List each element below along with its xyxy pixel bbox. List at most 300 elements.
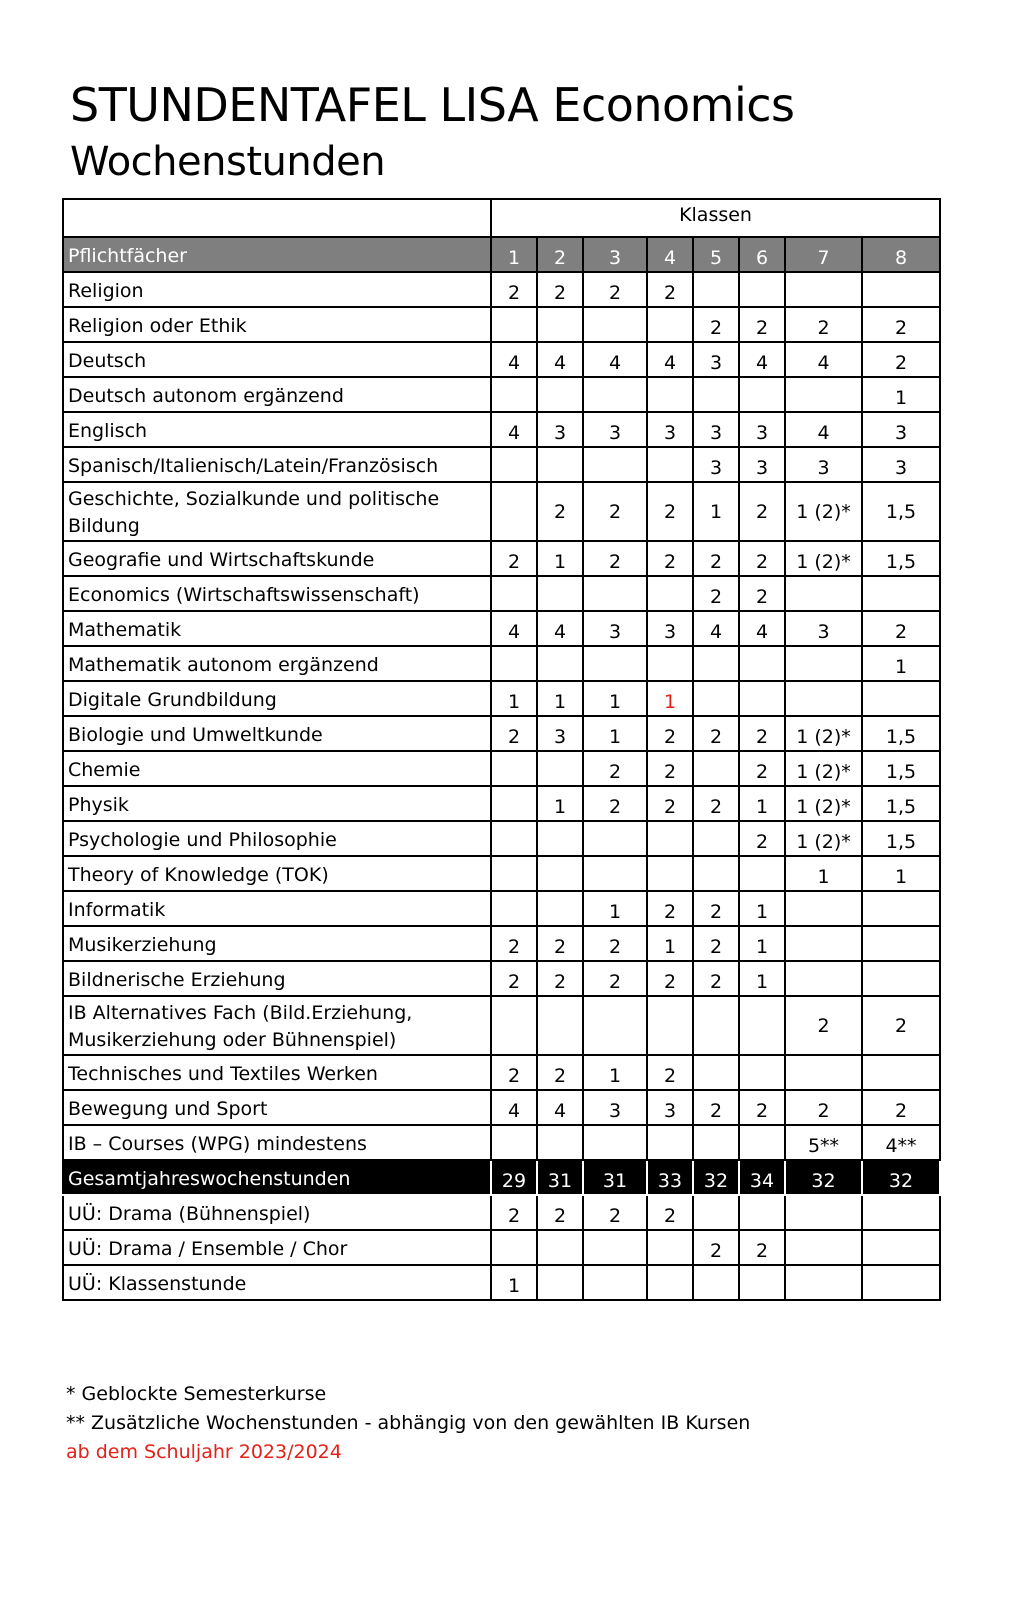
hours-cell: 3 [693, 412, 739, 447]
hours-cell: 3 [693, 447, 739, 482]
hours-cell: 3 [537, 412, 583, 447]
class-column-header: 2 [537, 237, 583, 272]
hours-cell [785, 1265, 862, 1300]
hours-cell [537, 751, 583, 786]
hours-cell [491, 1230, 537, 1265]
hours-cell: 4 [785, 412, 862, 447]
subject-label: Theory of Knowledge (TOK) [63, 856, 491, 891]
table-row [63, 926, 940, 961]
hours-cell: 1 (2)* [785, 541, 862, 576]
hours-cell [537, 377, 583, 412]
hours-cell: 2 [537, 1055, 583, 1090]
pflichtfaecher-header-row [63, 237, 940, 272]
hours-cell: 1,5 [862, 482, 940, 541]
hours-cell: 4 [491, 1090, 537, 1125]
hours-cell: 1 [537, 541, 583, 576]
subject-label: Chemie [63, 751, 491, 786]
hours-cell: 1 (2)* [785, 821, 862, 856]
hours-cell [647, 1125, 693, 1160]
hours-cell [583, 447, 647, 482]
hours-cell: 3 [785, 447, 862, 482]
hours-cell [491, 646, 537, 681]
hours-cell: 1 [785, 856, 862, 891]
table-row [63, 891, 940, 926]
hours-cell: 2 [647, 1195, 693, 1230]
hours-cell: 2 [583, 1195, 647, 1230]
subject-label: Musikerziehung [63, 926, 491, 961]
hours-cell: 3 [583, 1090, 647, 1125]
hours-cell [537, 1125, 583, 1160]
hours-cell: 4 [491, 412, 537, 447]
hours-cell: 4** [862, 1125, 940, 1160]
hours-cell: 3 [739, 447, 785, 482]
table-row [63, 377, 940, 412]
hours-cell: 1 [862, 856, 940, 891]
hours-cell: 1 [739, 786, 785, 821]
hours-cell [785, 576, 862, 611]
hours-cell: 2 [537, 926, 583, 961]
hours-cell: 2 [739, 751, 785, 786]
subject-label: Deutsch autonom ergänzend [63, 377, 491, 412]
class-column-header: 5 [693, 237, 739, 272]
hours-cell: 2 [693, 786, 739, 821]
hours-cell: 2 [739, 482, 785, 541]
hours-cell [491, 856, 537, 891]
hours-cell: 32 [693, 1160, 739, 1195]
hours-cell [693, 1055, 739, 1090]
hours-cell [739, 681, 785, 716]
hours-cell: 2 [583, 961, 647, 996]
table-row [63, 681, 940, 716]
hours-cell [647, 377, 693, 412]
pflichtfaecher-label: Pflichtfächer [63, 237, 491, 272]
hours-cell: 3 [862, 412, 940, 447]
hours-cell: 34 [739, 1160, 785, 1195]
hours-cell [647, 646, 693, 681]
hours-cell: 1,5 [862, 786, 940, 821]
hours-cell [583, 576, 647, 611]
klassen-header-row [63, 199, 940, 237]
hours-cell: 2 [693, 891, 739, 926]
hours-cell [491, 447, 537, 482]
page-title: STUNDENTAFEL LISA Economics [70, 78, 795, 132]
hours-cell: 2 [583, 786, 647, 821]
hours-cell: 3 [583, 611, 647, 646]
hours-cell: 1 [583, 716, 647, 751]
hours-cell [693, 646, 739, 681]
hours-cell: 2 [862, 996, 940, 1055]
hours-cell [647, 996, 693, 1055]
table-row [63, 1265, 940, 1300]
hours-cell [647, 307, 693, 342]
total-label: Gesamtjahreswochenstunden [63, 1160, 491, 1195]
hours-cell [739, 1055, 785, 1090]
subject-label: Psychologie und Philosophie [63, 821, 491, 856]
hours-cell: 3 [739, 412, 785, 447]
hours-cell: 2 [491, 1055, 537, 1090]
footnote-additional: ** Zusätzliche Wochenstunden - abhängig von den gewählten IB Kursen [66, 1412, 751, 1434]
hours-cell [862, 1195, 940, 1230]
subject-label: Physik [63, 786, 491, 821]
subject-label: UÜ: Drama / Ensemble / Chor [63, 1230, 491, 1265]
class-column-header: 1 [491, 237, 537, 272]
hours-cell: 1,5 [862, 751, 940, 786]
subject-label: Spanisch/Italienisch/Latein/Französisch [63, 447, 491, 482]
hours-cell [491, 307, 537, 342]
hours-cell: 31 [583, 1160, 647, 1195]
hours-cell: 4 [739, 611, 785, 646]
subject-label: IB Alternatives Fach (Bild.Erziehung, Musikerziehung oder Bühnenspiel) [63, 996, 491, 1055]
hours-cell: 2 [647, 716, 693, 751]
hours-cell [491, 1125, 537, 1160]
hours-cell: 1,5 [862, 716, 940, 751]
hours-cell: 4 [739, 342, 785, 377]
hours-cell [739, 856, 785, 891]
hours-cell: 2 [693, 576, 739, 611]
hours-cell [785, 961, 862, 996]
hours-cell: 2 [739, 821, 785, 856]
hours-cell: 2 [647, 541, 693, 576]
hours-cell: 32 [862, 1160, 940, 1195]
table-row [63, 1195, 940, 1230]
hours-cell: 1 [862, 377, 940, 412]
subject-label: Technisches und Textiles Werken [63, 1055, 491, 1090]
hours-cell [693, 272, 739, 307]
hours-cell: 2 [862, 342, 940, 377]
hours-cell [537, 646, 583, 681]
subject-label: Informatik [63, 891, 491, 926]
hours-cell [491, 482, 537, 541]
class-column-header: 6 [739, 237, 785, 272]
table-row [63, 1230, 940, 1265]
hours-cell: 2 [693, 716, 739, 751]
hours-cell [583, 377, 647, 412]
hours-cell: 2 [647, 272, 693, 307]
hours-cell [862, 576, 940, 611]
hours-cell: 2 [862, 1090, 940, 1125]
hours-cell [785, 681, 862, 716]
hours-cell [693, 821, 739, 856]
hours-cell [583, 856, 647, 891]
stundentafel-table [62, 198, 941, 1301]
subject-label: Deutsch [63, 342, 491, 377]
hours-cell: 2 [862, 611, 940, 646]
hours-cell: 4 [491, 342, 537, 377]
hours-cell [693, 996, 739, 1055]
hours-cell: 1 [583, 1055, 647, 1090]
hours-cell [583, 996, 647, 1055]
hours-cell: 2 [739, 541, 785, 576]
hours-cell [583, 646, 647, 681]
hours-cell [862, 1055, 940, 1090]
hours-cell: 1 [537, 681, 583, 716]
hours-cell: 2 [647, 482, 693, 541]
hours-cell: 3 [537, 716, 583, 751]
hours-cell: 2 [693, 541, 739, 576]
hours-cell [491, 576, 537, 611]
hours-cell: 2 [491, 272, 537, 307]
hours-cell: 3 [647, 611, 693, 646]
hours-cell [862, 1230, 940, 1265]
hours-cell [785, 926, 862, 961]
hours-cell: 3 [583, 412, 647, 447]
subject-label: Economics (Wirtschaftswissenschaft) [63, 576, 491, 611]
table-row [63, 412, 940, 447]
hours-cell [647, 856, 693, 891]
hours-cell [647, 1265, 693, 1300]
hours-cell: 1 [739, 891, 785, 926]
hours-cell [537, 1230, 583, 1265]
hours-cell [693, 377, 739, 412]
table-row [63, 342, 940, 377]
hours-cell: 2 [785, 996, 862, 1055]
hours-cell [583, 821, 647, 856]
hours-cell: 5** [785, 1125, 862, 1160]
hours-cell: 4 [583, 342, 647, 377]
hours-cell: 2 [583, 541, 647, 576]
hours-cell: 4 [693, 611, 739, 646]
hours-cell [537, 891, 583, 926]
table-row [63, 1055, 940, 1090]
hours-cell [693, 856, 739, 891]
table-row [63, 716, 940, 751]
hours-cell: 3 [862, 447, 940, 482]
table-row [63, 961, 940, 996]
table-row [63, 996, 940, 1055]
subject-label: IB – Courses (WPG) mindestens [63, 1125, 491, 1160]
hours-cell [785, 646, 862, 681]
hours-cell: 2 [739, 1090, 785, 1125]
hours-cell: 2 [862, 307, 940, 342]
hours-cell [739, 646, 785, 681]
table-row [63, 786, 940, 821]
hours-cell: 3 [647, 412, 693, 447]
hours-cell [491, 377, 537, 412]
hours-cell [537, 821, 583, 856]
table-row [63, 576, 940, 611]
hours-cell [785, 272, 862, 307]
subject-label: UÜ: Klassenstunde [63, 1265, 491, 1300]
hours-cell: 1 [862, 646, 940, 681]
hours-cell: 1 [739, 961, 785, 996]
subject-label: Mathematik [63, 611, 491, 646]
subject-label: Digitale Grundbildung [63, 681, 491, 716]
table-row [63, 856, 940, 891]
hours-cell [693, 1195, 739, 1230]
subject-label: Geschichte, Sozialkunde und politische Bildung [63, 482, 491, 541]
subject-label: Mathematik autonom ergänzend [63, 646, 491, 681]
page-subtitle: Wochenstunden [70, 139, 386, 185]
subject-label: Religion [63, 272, 491, 307]
table-row [63, 611, 940, 646]
hours-cell [693, 751, 739, 786]
hours-cell [537, 576, 583, 611]
hours-cell: 2 [491, 541, 537, 576]
blank-cell [63, 199, 491, 237]
hours-cell [739, 272, 785, 307]
hours-cell: 2 [739, 1230, 785, 1265]
subject-label: Englisch [63, 412, 491, 447]
hours-cell [583, 1125, 647, 1160]
class-column-header: 8 [862, 237, 940, 272]
hours-cell [537, 1265, 583, 1300]
hours-cell [862, 891, 940, 926]
subject-label: UÜ: Drama (Bühnenspiel) [63, 1195, 491, 1230]
hours-cell: 2 [785, 1090, 862, 1125]
hours-cell: 2 [693, 1230, 739, 1265]
hours-cell [491, 786, 537, 821]
hours-cell: 1,5 [862, 541, 940, 576]
footnote-school-year: ab dem Schuljahr 2023/2024 [66, 1441, 342, 1463]
hours-cell [693, 681, 739, 716]
hours-cell: 1 (2)* [785, 786, 862, 821]
hours-cell [537, 447, 583, 482]
hours-cell [739, 1125, 785, 1160]
hours-cell [537, 996, 583, 1055]
footnotes [66, 1380, 750, 1467]
hours-cell: 1 [537, 786, 583, 821]
hours-cell [862, 961, 940, 996]
subject-label: Bewegung und Sport [63, 1090, 491, 1125]
hours-cell [785, 1230, 862, 1265]
total-row [63, 1160, 940, 1195]
table-row [63, 307, 940, 342]
hours-cell: 2 [647, 1055, 693, 1090]
hours-cell: 2 [491, 716, 537, 751]
hours-cell [491, 891, 537, 926]
hours-cell: 2 [693, 307, 739, 342]
hours-cell: 2 [647, 786, 693, 821]
hours-cell: 4 [491, 611, 537, 646]
hours-cell: 1 [647, 926, 693, 961]
hours-cell [693, 1265, 739, 1300]
hours-cell: 2 [491, 961, 537, 996]
subject-label: Geografie und Wirtschaftskunde [63, 541, 491, 576]
hours-cell: 1,5 [862, 821, 940, 856]
hours-cell: 2 [739, 307, 785, 342]
hours-cell: 1 (2)* [785, 751, 862, 786]
hours-cell: 2 [537, 961, 583, 996]
hours-cell: 2 [537, 482, 583, 541]
table-row [63, 1125, 940, 1160]
hours-cell [739, 1265, 785, 1300]
hours-cell [862, 926, 940, 961]
class-column-header: 7 [785, 237, 862, 272]
hours-cell: 1 [491, 1265, 537, 1300]
hours-cell [491, 996, 537, 1055]
hours-cell: 2 [537, 1195, 583, 1230]
hours-cell: 1 (2)* [785, 716, 862, 751]
hours-cell: 1 (2)* [785, 482, 862, 541]
hours-cell: 4 [537, 342, 583, 377]
hours-cell: 2 [693, 961, 739, 996]
hours-cell: 3 [785, 611, 862, 646]
hours-cell: 1 [647, 681, 693, 716]
table-row [63, 1090, 940, 1125]
hours-cell [862, 681, 940, 716]
hours-cell [583, 307, 647, 342]
hours-cell: 32 [785, 1160, 862, 1195]
table-row [63, 821, 940, 856]
hours-cell: 2 [739, 716, 785, 751]
subject-label: Religion oder Ethik [63, 307, 491, 342]
class-column-header: 4 [647, 237, 693, 272]
hours-cell: 2 [491, 1195, 537, 1230]
hours-cell [785, 1055, 862, 1090]
hours-cell: 2 [491, 926, 537, 961]
hours-cell [785, 1195, 862, 1230]
hours-cell: 4 [537, 611, 583, 646]
hours-cell [693, 1125, 739, 1160]
table-row [63, 541, 940, 576]
hours-cell: 3 [647, 1090, 693, 1125]
hours-cell [862, 272, 940, 307]
hours-cell [862, 1265, 940, 1300]
table-row [63, 482, 940, 541]
hours-cell: 2 [785, 307, 862, 342]
hours-cell [537, 307, 583, 342]
hours-cell [739, 1195, 785, 1230]
footnote-blocked: * Geblockte Semesterkurse [66, 1383, 327, 1405]
table-row [63, 272, 940, 307]
hours-cell [583, 1230, 647, 1265]
hours-cell [647, 447, 693, 482]
table-row [63, 447, 940, 482]
hours-cell: 1 [739, 926, 785, 961]
hours-cell [647, 576, 693, 611]
hours-cell [537, 856, 583, 891]
hours-cell: 4 [537, 1090, 583, 1125]
hours-cell: 2 [583, 482, 647, 541]
hours-cell: 2 [583, 272, 647, 307]
hours-cell: 2 [739, 576, 785, 611]
hours-cell: 2 [583, 926, 647, 961]
hours-cell [583, 1265, 647, 1300]
subject-label: Biologie und Umweltkunde [63, 716, 491, 751]
hours-cell: 4 [647, 342, 693, 377]
hours-cell: 3 [693, 342, 739, 377]
subject-label: Bildnerische Erziehung [63, 961, 491, 996]
hours-cell [785, 891, 862, 926]
hours-cell: 2 [583, 751, 647, 786]
table-row [63, 751, 940, 786]
class-column-header: 3 [583, 237, 647, 272]
hours-cell [785, 377, 862, 412]
hours-cell: 29 [491, 1160, 537, 1195]
hours-cell [739, 996, 785, 1055]
hours-cell: 1 [583, 891, 647, 926]
hours-cell: 33 [647, 1160, 693, 1195]
hours-cell: 4 [785, 342, 862, 377]
hours-cell: 1 [491, 681, 537, 716]
hours-cell: 31 [537, 1160, 583, 1195]
hours-cell: 2 [693, 1090, 739, 1125]
hours-cell: 1 [693, 482, 739, 541]
table-row [63, 646, 940, 681]
hours-cell [739, 377, 785, 412]
hours-cell: 2 [647, 891, 693, 926]
klassen-label: Klassen [491, 199, 940, 237]
hours-cell [647, 1230, 693, 1265]
hours-cell: 1 [583, 681, 647, 716]
hours-cell [647, 821, 693, 856]
hours-cell [491, 751, 537, 786]
hours-cell: 2 [647, 961, 693, 996]
hours-cell [491, 821, 537, 856]
hours-cell: 2 [647, 751, 693, 786]
hours-cell: 2 [537, 272, 583, 307]
hours-cell: 2 [693, 926, 739, 961]
